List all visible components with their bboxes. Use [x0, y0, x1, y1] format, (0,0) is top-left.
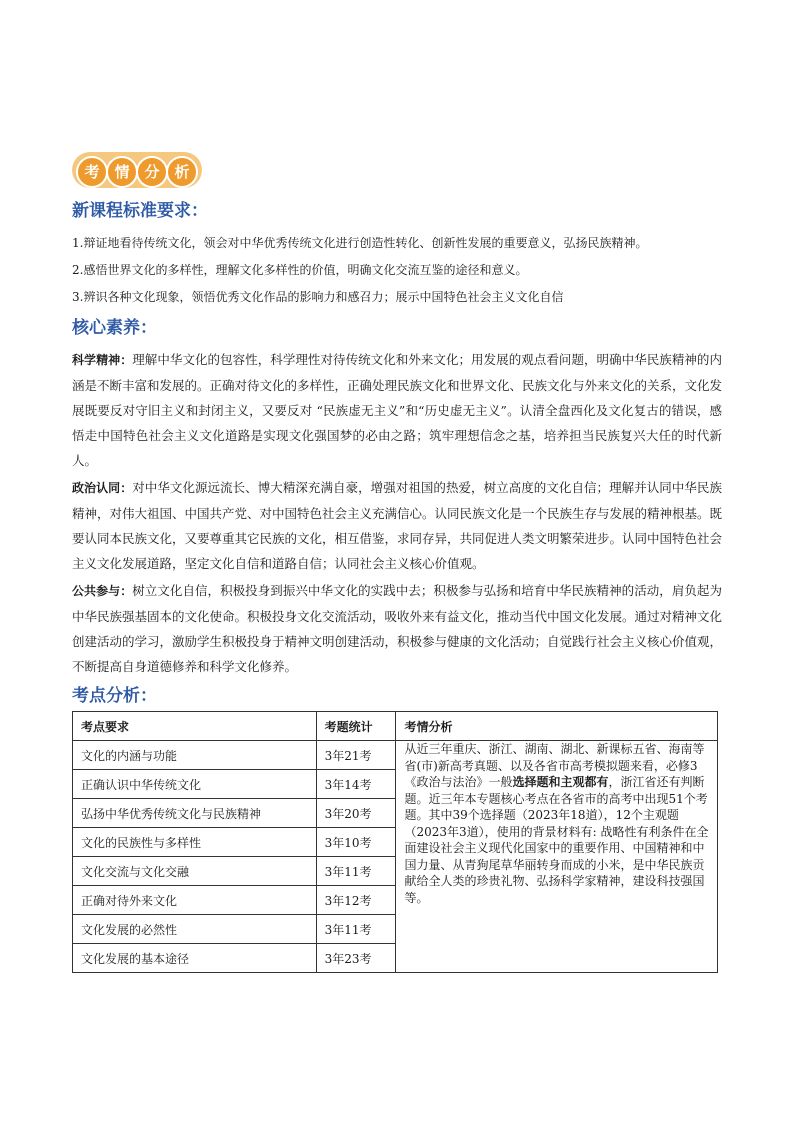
stat-cell: 3年20考 — [316, 799, 396, 828]
stat-cell: 3年14考 — [316, 770, 396, 799]
standard-item: 3.辨识各种文化现象，领悟优秀文化作品的影响力和感召力；展示中国特色社会主义文化自信 — [72, 290, 564, 304]
topic-cell: 文化发展的基本途径 — [73, 944, 317, 973]
page-content — [72, 150, 722, 973]
standard-item: 2.感悟世界文化的多样性，理解文化多样性的价值，明确文化交流互鉴的途径和意义。 — [72, 263, 528, 277]
badge-char: 情 — [106, 156, 138, 188]
paragraph-lead: 公共参与： — [72, 584, 133, 598]
topic-cell: 正确认识中华传统文化 — [73, 770, 317, 799]
analysis-text: ，浙江省还有判断题。近三年本专题核心考点在各省市的高考中出现51个考题。其中39个选择题（2023年18道），12个主观题（2023年3道），使用的背景材料有: 战略性有利条件在全面建设社会主义现代化国家中的重要作用、中国精神和中国力量、从青狗尾草华丽转身而成的小米，是中华民族贡献给全人类的珍贵礼物、弘扬科学家精神，建设科技强国等。 — [404, 775, 709, 905]
topic-cell: 弘扬中华优秀传统文化与民族精神 — [73, 799, 317, 828]
paragraph-lead: 科学精神： — [72, 353, 133, 367]
table-row — [73, 741, 718, 770]
stat-cell: 3年11考 — [316, 857, 396, 886]
core-paragraph-political — [72, 475, 722, 576]
core-heading: 核心素养： — [72, 318, 157, 338]
paragraph-lead: 政治认同： — [72, 481, 133, 495]
paragraph-text: 树立文化自信，积极投身到振兴中华文化的实践中去；积极参与弘扬和培育中华民族精神的活动，肩负起为中华民族强基固本的文化使命。积极投身文化交流活动，吸收外来有益文化，推动当代中国文化发展。通过对精神文化创建活动的学习，激励学生积极投身于精神文明创建活动，积极参与健康的文化活动；自觉践行社会主义核心价值观，不断提高自身道德修养和科学文化修养。 — [72, 583, 723, 674]
exam-table — [72, 711, 718, 973]
table-header-row — [73, 712, 718, 741]
standards-list — [72, 230, 722, 311]
core-paragraph-public — [72, 578, 722, 679]
core-paragraph-science — [72, 347, 722, 473]
column-header: 考情分析 — [396, 712, 718, 741]
analysis-emphasis: 选择题和主观都有 — [512, 775, 609, 789]
section-badge — [72, 150, 722, 190]
analysis-cell — [396, 741, 718, 973]
stat-cell: 3年23考 — [316, 944, 396, 973]
badge-char: 析 — [166, 156, 198, 188]
stat-cell: 3年11考 — [316, 915, 396, 944]
column-header: 考题统计 — [316, 712, 396, 741]
standard-item: 1.辩证地看待传统文化，领会对中华优秀传统文化进行创造性转化、创新性发展的重要意义，弘扬民族精神。 — [72, 236, 648, 250]
topic-cell: 文化交流与文化交融 — [73, 857, 317, 886]
badge-char: 分 — [136, 156, 168, 188]
stat-cell: 3年21考 — [316, 741, 396, 770]
stat-cell: 3年10考 — [316, 828, 396, 857]
exam-heading: 考点分析： — [72, 686, 157, 706]
paragraph-text: 对中华文化源远流长、博大精深充满自豪，增强对祖国的热爱，树立高度的文化自信；理解并认同中华民族精神，对伟大祖国、中国共产党、对中国特色社会主义充满信心。认同民族文化是一个民族生存与发展的精神根基。既要认同本民族文化，又要尊重其它民族的文化，相互借鉴，求同存异，共同促进人类文明繁荣进步。认同中国特色社会主义文化发展道路，坚定文化自信和道路自信；认同社会主义核心价值观。 — [72, 480, 723, 571]
topic-cell: 文化发展的必然性 — [73, 915, 317, 944]
topic-cell: 文化的民族性与多样性 — [73, 828, 317, 857]
topic-cell: 文化的内涵与功能 — [73, 741, 317, 770]
badge-char: 考 — [76, 156, 108, 188]
topic-cell: 正确对待外来文化 — [73, 886, 317, 915]
analysis-text: 从近三年重庆、浙江、湖南、湖北、新课标五省、海南等省(市)新高考真题、以及各省市高考模拟题来看，必修3《政治与法治》一般 — [404, 742, 705, 789]
paragraph-text: 理解中华文化的包容性，科学理性对待传统文化和外来文化；用发展的观点看问题，明确中华民族精神的内涵是不断丰富和发展的。正确对待文化的多样性，正确处理民族文化和世界文化、民族文化与外来文化的关系，文化发展既要反对守旧主义和封闭主义，又要反对 “民族虚无主义”和“历史虚无主义”。认清全盘西化及文化复古的错误，感悟走中国特色社会主义文化道路是实现文化强国梦的必由之路；筑牢理想信念之基，培养担当民族复兴大任的时代新人。 — [72, 352, 723, 468]
column-header: 考点要求 — [73, 712, 317, 741]
stat-cell: 3年12考 — [316, 886, 396, 915]
standards-heading: 新课程标准要求： — [72, 201, 208, 221]
